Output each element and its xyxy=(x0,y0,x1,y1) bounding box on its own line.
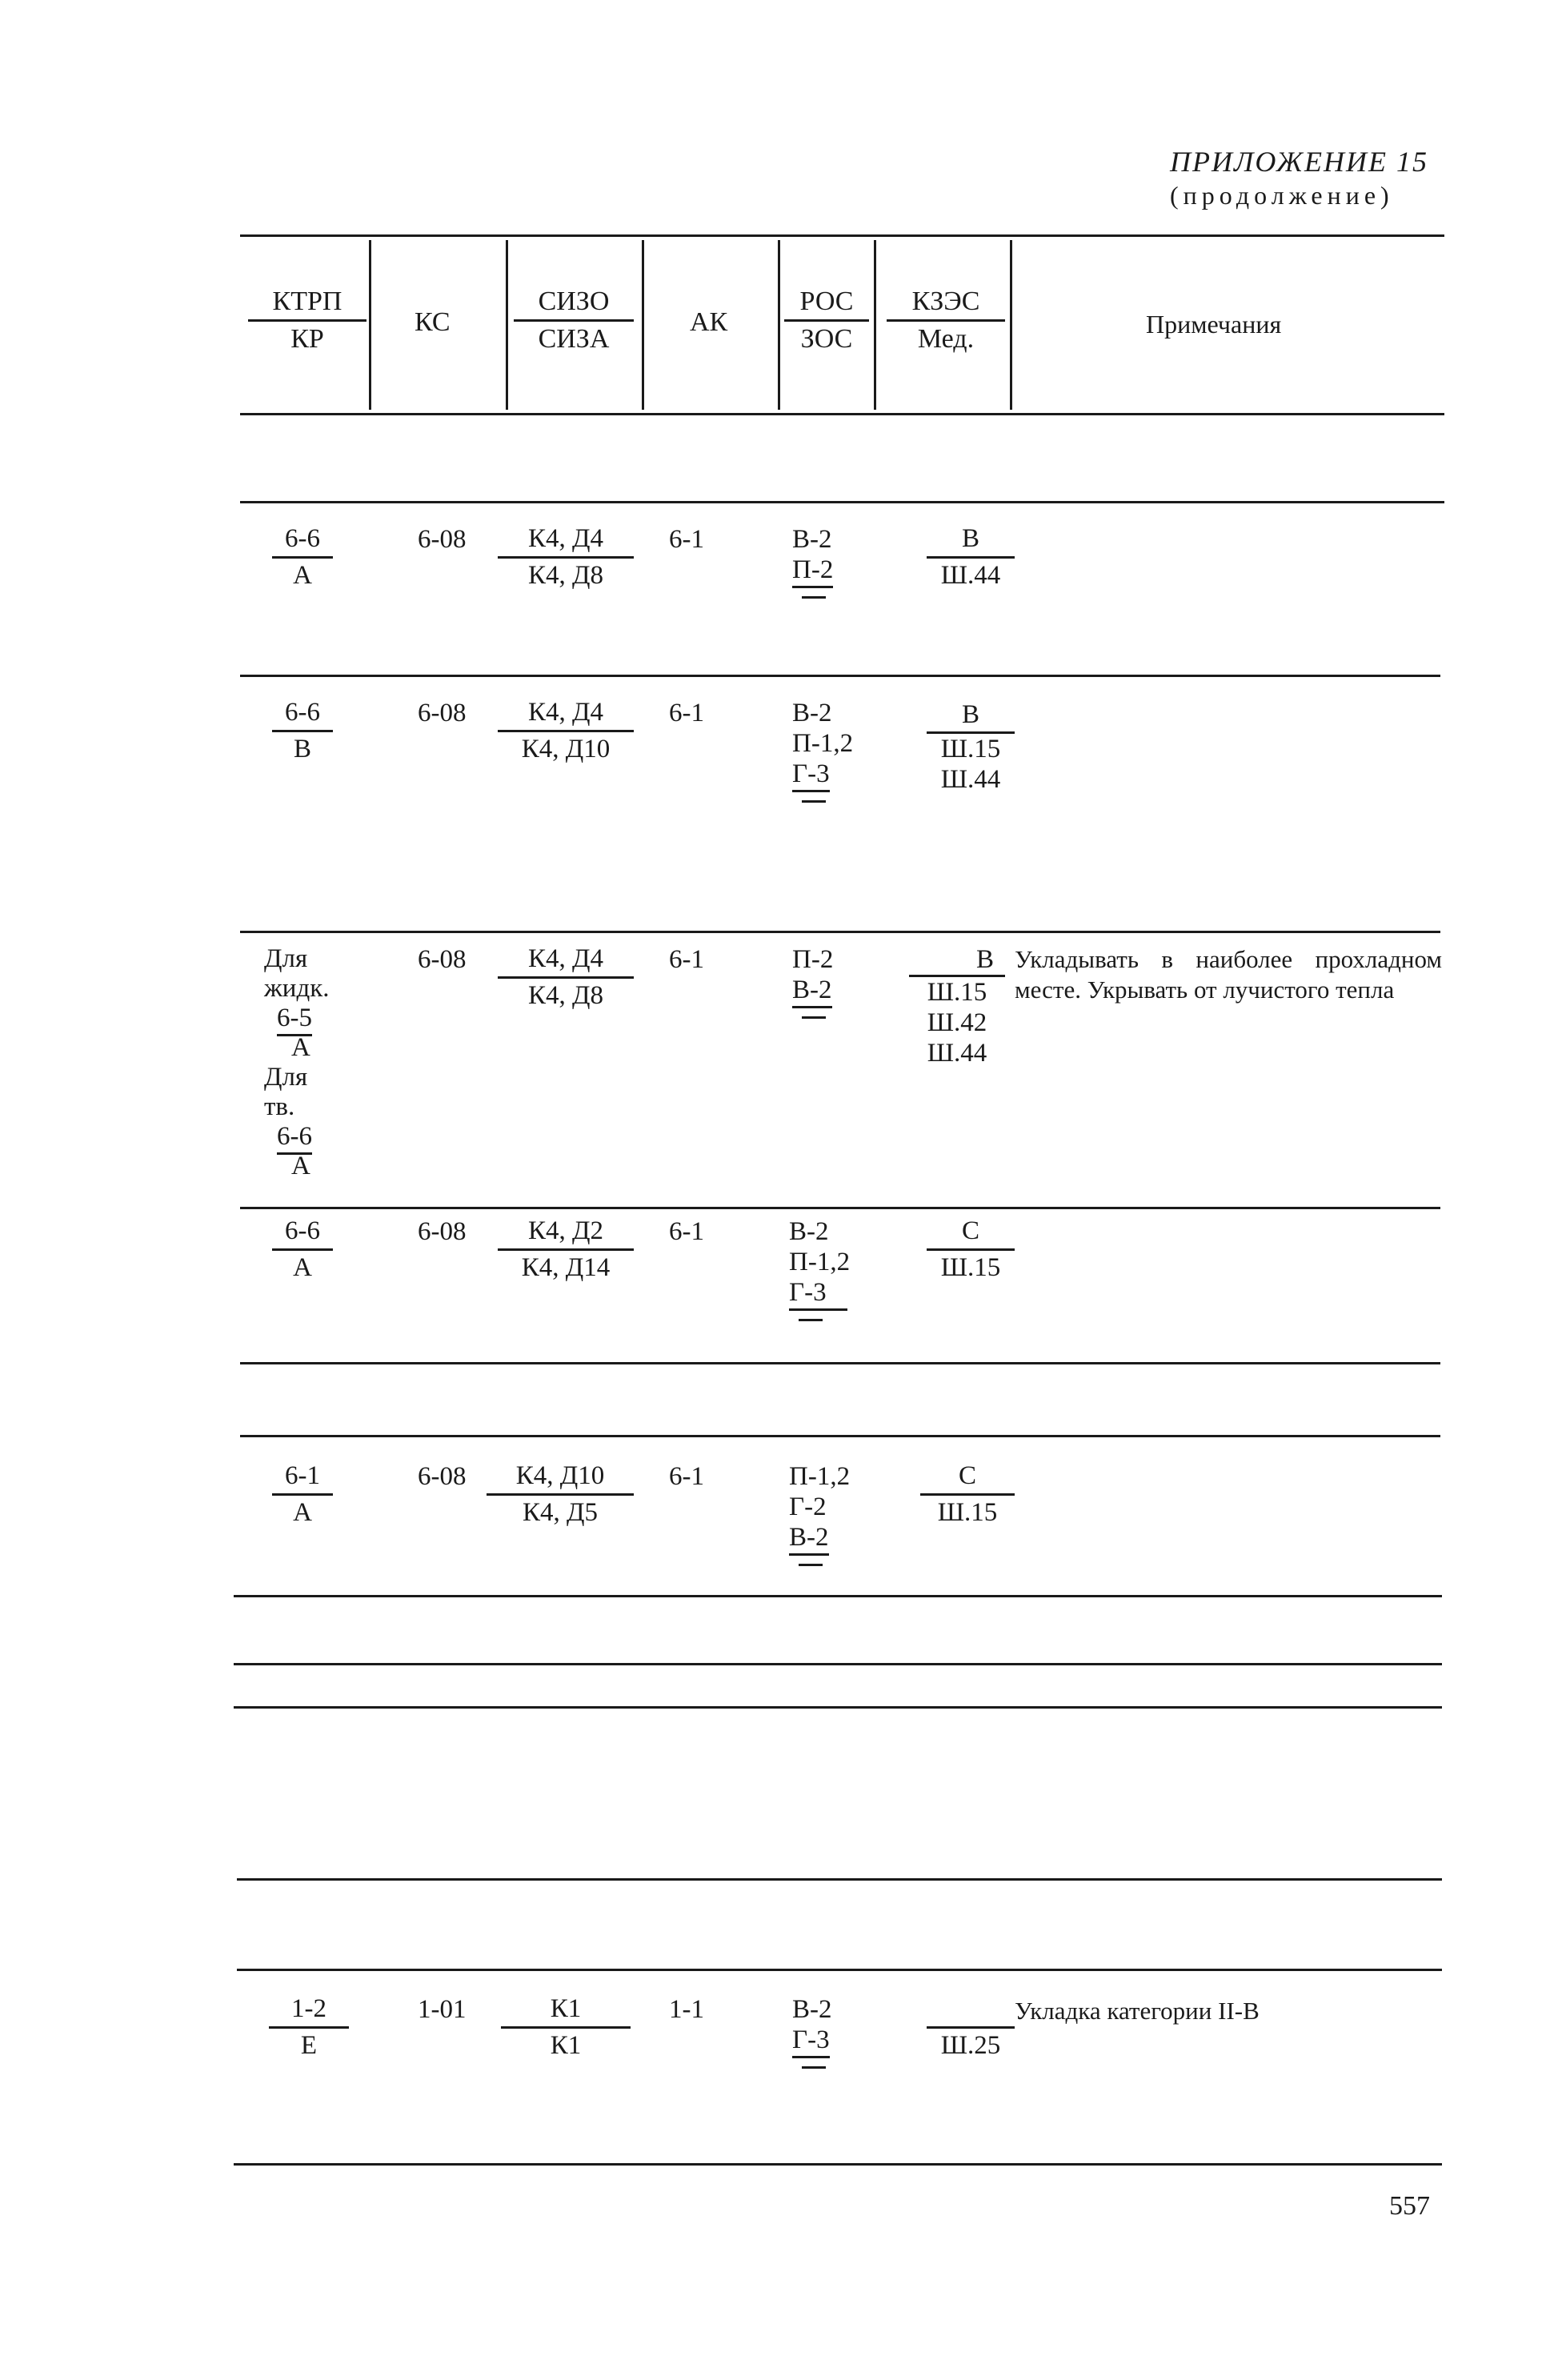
row-rule xyxy=(240,675,1440,677)
row-kzes: В Ш.15 Ш.42 Ш.44 xyxy=(909,944,1005,1068)
header-top-rule xyxy=(240,234,1444,237)
row-ktrp: 6-6 А xyxy=(272,526,333,589)
row-rule xyxy=(240,1362,1440,1364)
page-number: 557 xyxy=(1389,2191,1430,2221)
row-sizo: К4, Д10 К4, Д5 xyxy=(487,1463,634,1526)
row-kzes: С Ш.15 xyxy=(920,1463,1015,1526)
row-kzes: В Ш.15 Ш.44 xyxy=(927,699,1015,795)
header-ros: РОС ЗОС xyxy=(784,288,869,353)
row-sizo: К4, Д4 К4, Д8 xyxy=(498,946,634,1009)
row-rule xyxy=(240,931,1440,933)
header-divider xyxy=(1010,240,1012,410)
header-ks: КС xyxy=(415,307,451,337)
row-ros-dash xyxy=(802,2066,826,2069)
row-ks: 6-08 xyxy=(418,525,467,554)
row-ktrp-multi: Для жидк. 6-5 А Для тв. 6-6 А xyxy=(264,944,330,1180)
row-sizo: К4, Д4 К4, Д8 xyxy=(498,526,634,589)
row-kzes: В Ш.44 xyxy=(927,526,1015,589)
row-kzes: С Ш.15 xyxy=(927,1218,1015,1281)
header-divider xyxy=(874,240,876,410)
row-ak: 6-1 xyxy=(669,525,704,554)
row-note: Укладка категории II-В xyxy=(1015,1997,1260,2025)
row-rule xyxy=(240,1207,1440,1209)
header-bottom-rule xyxy=(240,413,1444,415)
header-divider xyxy=(369,240,371,410)
row-rule xyxy=(234,1706,1442,1709)
row-note: Укладывать в наиболее прохладном месте. Укрывать от лучистого тепла xyxy=(1015,945,1442,1004)
row-ros-dash xyxy=(799,1319,823,1321)
row-sizo: К4, Д2 К4, Д14 xyxy=(498,1218,634,1281)
row-ks: 6-08 xyxy=(418,945,467,974)
row-ros: В-2 П-2 xyxy=(792,524,833,599)
header-notes: Примечания xyxy=(1146,310,1282,339)
row-ros: П-2 В-2 xyxy=(792,944,833,1019)
row-rule xyxy=(240,1435,1440,1437)
header-sizo: СИЗО СИЗА xyxy=(514,288,634,353)
row-ak: 1-1 xyxy=(669,1995,704,2024)
row-ros-dash xyxy=(802,1016,826,1019)
row-kzes: Ш.25 xyxy=(927,1996,1015,2059)
row-ros: В-2 П-1,2 Г-3 xyxy=(792,698,853,803)
row-ks: 6-08 xyxy=(418,699,467,727)
row-rule xyxy=(237,1878,1442,1881)
row-rule xyxy=(234,1595,1442,1597)
header-ak: АК xyxy=(690,307,728,337)
row-ros-dash xyxy=(802,800,826,803)
row-ks: 1-01 xyxy=(418,1995,467,2024)
row-ktrp: 1-2 Е xyxy=(269,1996,349,2059)
row-ks: 6-08 xyxy=(418,1462,467,1491)
appendix-title: ПРИЛОЖЕНИЕ 15 xyxy=(1170,146,1428,178)
row-rule xyxy=(240,501,1444,503)
row-ros: П-1,2 Г-2 В-2 xyxy=(789,1461,850,1566)
row-ros-dash xyxy=(802,596,826,599)
header-divider xyxy=(506,240,508,410)
row-sizo: К4, Д4 К4, Д10 xyxy=(498,699,634,763)
row-ros: В-2 Г-3 xyxy=(792,1994,832,2069)
row-sizo: К1 К1 xyxy=(501,1996,631,2059)
row-ak: 6-1 xyxy=(669,1462,704,1491)
row-ak: 6-1 xyxy=(669,945,704,974)
row-rule xyxy=(237,1969,1442,1971)
row-ktrp: 6-1 А xyxy=(272,1463,333,1526)
header-ktrp: КТРП КР xyxy=(248,288,366,353)
row-ros: В-2 П-1,2 Г-3 xyxy=(789,1216,850,1321)
row-ktrp: 6-6 В xyxy=(272,699,333,763)
header-kzes: КЗЭС Мед. xyxy=(887,288,1005,353)
row-ros-dash xyxy=(799,1564,823,1566)
row-ak: 6-1 xyxy=(669,1217,704,1246)
row-ktrp: 6-6 А xyxy=(272,1218,333,1281)
appendix-subtitle: (продолжение) xyxy=(1170,181,1394,210)
header-divider xyxy=(642,240,644,410)
row-rule xyxy=(234,2163,1442,2166)
row-rule xyxy=(234,1663,1442,1665)
row-ak: 6-1 xyxy=(669,699,704,727)
row-ks: 6-08 xyxy=(418,1217,467,1246)
header-divider xyxy=(778,240,780,410)
